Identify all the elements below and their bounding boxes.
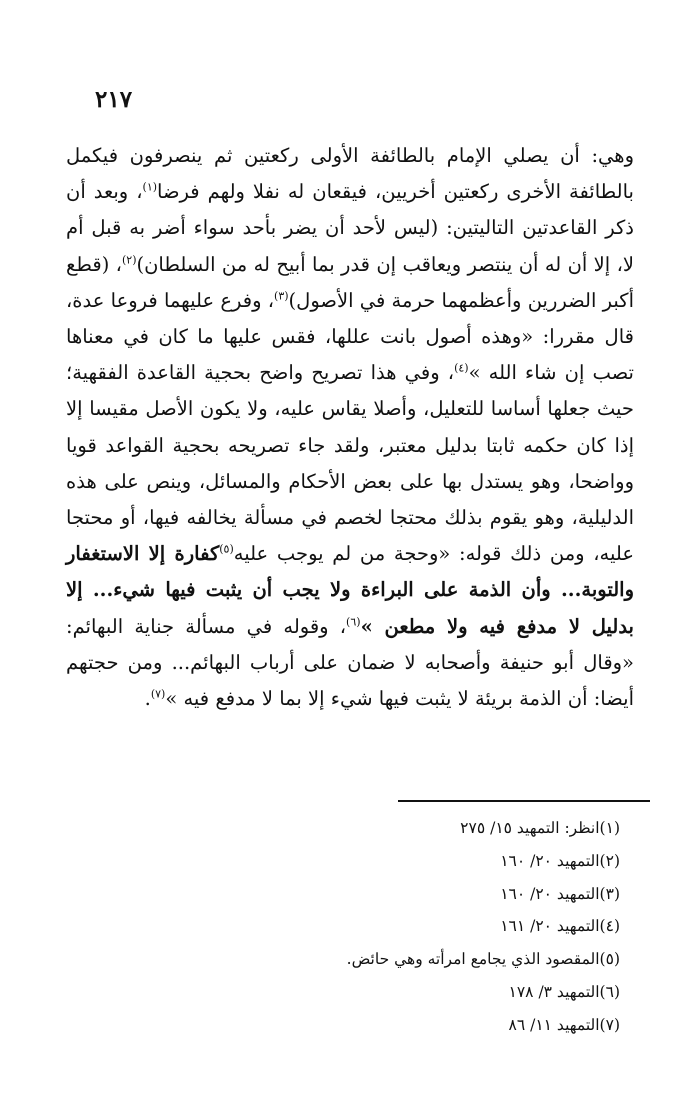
footnote-1: (١)انظر: التمهيد ١٥/ ٢٧٥	[460, 819, 620, 837]
main-paragraph	[66, 138, 634, 717]
body-text	[66, 138, 634, 717]
text-segment: .	[144, 687, 151, 711]
footnote-5: (٥)المقصود الذي يجامع امرأته وهي حائض.	[346, 950, 620, 969]
quoted-text: كفارة إلا الاستغفار والتوبة... وأن الذمة على البراءة ولا يجب أن يثبت فيها شيء... إلا بدليل لا مدفع فيه ولا مطعن »	[66, 542, 634, 638]
text-segment: ، (قطع أكبر الضررين وأعظمهما حرمة في الأصول)	[66, 252, 634, 312]
footnote-ref-3[interactable]: (٣)	[274, 289, 289, 303]
page-number: ٢١٧	[95, 86, 133, 113]
text-segment: ، وفرع عليهما فروعا عدة، قال مقررا: «وهذه أصول بانت عللها، فقس عليها ما كان في معناها تصب إن شاء الله »	[66, 288, 634, 385]
footnote-ref-7[interactable]: (٧)	[150, 687, 166, 701]
footnote-ref-1[interactable]: (١)	[142, 180, 158, 194]
footnote-2: (٢)التمهيد ٢٠/ ١٦٠	[500, 851, 620, 870]
footnote-ref-5[interactable]: (٥)	[219, 542, 234, 556]
footnote-ref-6[interactable]: (٦)	[346, 615, 361, 629]
text-segment: وهي: أن يصلي الإمام بالطائفة الأولى ركعتين ثم ينصرفون فيكمل بالطائفة الأخرى ركعتين أخريين، فيقعان له نفلا ولهم فرضا	[66, 144, 634, 204]
footnote-ref-2[interactable]: (٢)	[121, 253, 137, 267]
footnote-6: (٦)التمهيد ٣/ ١٧٨	[508, 982, 620, 1001]
footnote-3: (٣)التمهيد ٢٠/ ١٦٠	[500, 884, 620, 903]
footnote-4: (٤)التمهيد ٢٠/ ١٦١	[500, 917, 620, 936]
footnote-ref-4[interactable]: (٤)	[454, 361, 469, 375]
text-segment: ، وبعد أن ذكر القاعدتين التاليتين: (ليس لأحد أن يضر بأحد سواء أضر به قبل أم لا، إلا أن له أن ينتصر ويعاقب إن قدر بما أبيح له من السلطان)	[66, 180, 634, 276]
text-segment: ، وفي هذا تصريح واضح بحجية القاعدة الفقهية؛ حيث جعلها أساسا للتعليل، وأصلا يقاس عليه، ولا يكون الأصل مقيسا إلا إذا كان حكمه ثابتا بدليل معتبر، ولقد جاء تصريحه بحجية القواعد قويا وواضحا، وهو يستدل بها على بعض الأحكام والمسائل، وينص على هذه الدليلية، وهو يقوم بذلك محتجا لخصم في مسألة يخالفه فيها، أو محتجا عليه، ومن ذلك قوله: «وحجة من لم يوجب عليه	[66, 361, 634, 566]
text-segment: ، وقوله في مسألة جناية البهائم: «وقال أبو حنيفة وأصحابه لا ضمان على أرباب البهائم... ومن حجتهم أيضا: أن الذمة بريئة لا يثبت فيها شيء إلا بما لا مدفع فيه »	[66, 614, 634, 711]
footnote-divider	[398, 800, 650, 802]
footnote-7: (٧)التمهيد ١١/ ٨٦	[508, 1015, 620, 1034]
footnotes-list	[120, 812, 620, 1042]
